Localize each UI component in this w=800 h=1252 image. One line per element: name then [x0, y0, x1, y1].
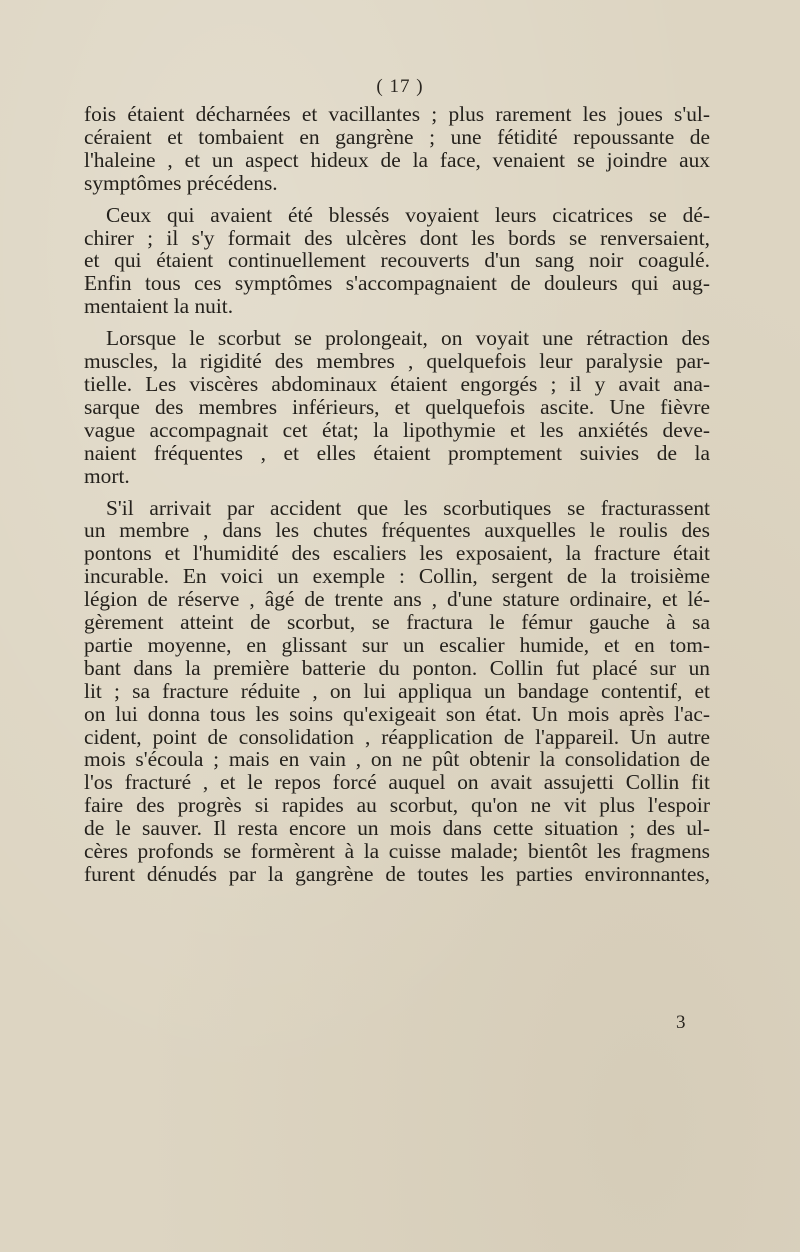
text-line: S'il arrivait par accident que les scorbutiques se fracturassent: [106, 495, 710, 520]
text-line: Enfin tous ces symptômes s'accompagnaient de douleurs qui aug-: [84, 271, 710, 296]
text-line: céraient et tombaient en gangrène ; une fétidité repoussante de: [84, 124, 710, 149]
text-line: mentaient la nuit.: [84, 294, 234, 319]
text-line: de le sauver. Il resta encore un mois dans cette situation ; des ul-: [84, 816, 710, 841]
text-line: tielle. Les viscères abdominaux étaient engorgés ; il y avait ana-: [84, 371, 710, 396]
text-line: bant dans la première batterie du ponton. Collin fut placé sur un: [84, 655, 710, 680]
text-line: on lui donna tous les soins qu'exigeait son état. Un mois après l'ac-: [84, 701, 710, 726]
text-line: fois étaient décharnées et vacillantes ; plus rarement les joues s'ul-: [84, 102, 710, 126]
text-line: faire des progrès si rapides au scorbut, qu'on ne vit plus l'espoir: [84, 793, 710, 818]
text-line: pontons et l'humidité des escaliers les exposaient, la fracture était: [84, 541, 710, 566]
text-line: et qui étaient continuellement recouverts d'un sang noir coagulé.: [84, 248, 710, 273]
text-line: cères profonds se formèrent à la cuisse malade; bientôt les fragmens: [84, 839, 710, 864]
text-line: vague accompagnait cet état; la lipothymie et les anxiétés deve-: [84, 417, 710, 442]
text-line: furent dénudés par la gangrène de toutes les parties environnantes,: [84, 862, 710, 886]
text-line: incurable. En voici un exemple : Collin, sergent de la troisième: [84, 564, 710, 589]
text-line: Lorsque le scorbut se prolongeait, on voyait une rétraction des: [106, 326, 710, 351]
text-line: l'os fracturé , et le repos forcé auquel on avait assujetti Collin fit: [84, 770, 710, 795]
text-line: cident, point de consolidation , réapplication de l'appareil. Un autre: [84, 724, 710, 749]
paragraph-2: [84, 204, 710, 319]
text-line: partie moyenne, en glissant sur un escalier humide, et en tom-: [84, 632, 710, 657]
paragraph-1: [84, 103, 710, 195]
text-line: gèrement atteint de scorbut, se fractura le fémur gauche à sa: [84, 610, 710, 635]
text-line: un membre , dans les chutes fréquentes auxquelles le roulis des: [84, 518, 710, 543]
text-line: l'haleine , et un aspect hideux de la face, venaient se joindre aux: [84, 147, 710, 172]
text-line: mois s'écoula ; mais en vain , on ne pût obtenir la consolidation de: [84, 747, 710, 772]
paragraph-4: [84, 497, 710, 886]
body-text: [84, 103, 710, 895]
text-line: mort.: [84, 463, 130, 488]
signature-mark: 3: [676, 1012, 686, 1033]
text-line: symptômes précédens.: [84, 170, 278, 195]
text-line: naient fréquentes , et elles étaient promptement suivies de la: [84, 440, 710, 465]
text-line: Ceux qui avaient été blessés voyaient leurs cicatrices se dé-: [106, 202, 710, 227]
text-line: légion de réserve , âgé de trente ans , d'une stature ordinaire, et lé-: [84, 587, 710, 612]
text-line: sarque des membres inférieurs, et quelquefois ascite. Une fièvre: [84, 394, 710, 419]
text-line: lit ; sa fracture réduite , on lui appliqua un bandage contentif, et: [84, 678, 710, 703]
page-number: ( 17 ): [376, 76, 424, 97]
paragraph-3: [84, 327, 710, 487]
text-line: chirer ; il s'y formait des ulcères dont les bords se renversaient,: [84, 225, 710, 250]
text-line: muscles, la rigidité des membres , quelquefois leur paralysie par-: [84, 349, 710, 374]
